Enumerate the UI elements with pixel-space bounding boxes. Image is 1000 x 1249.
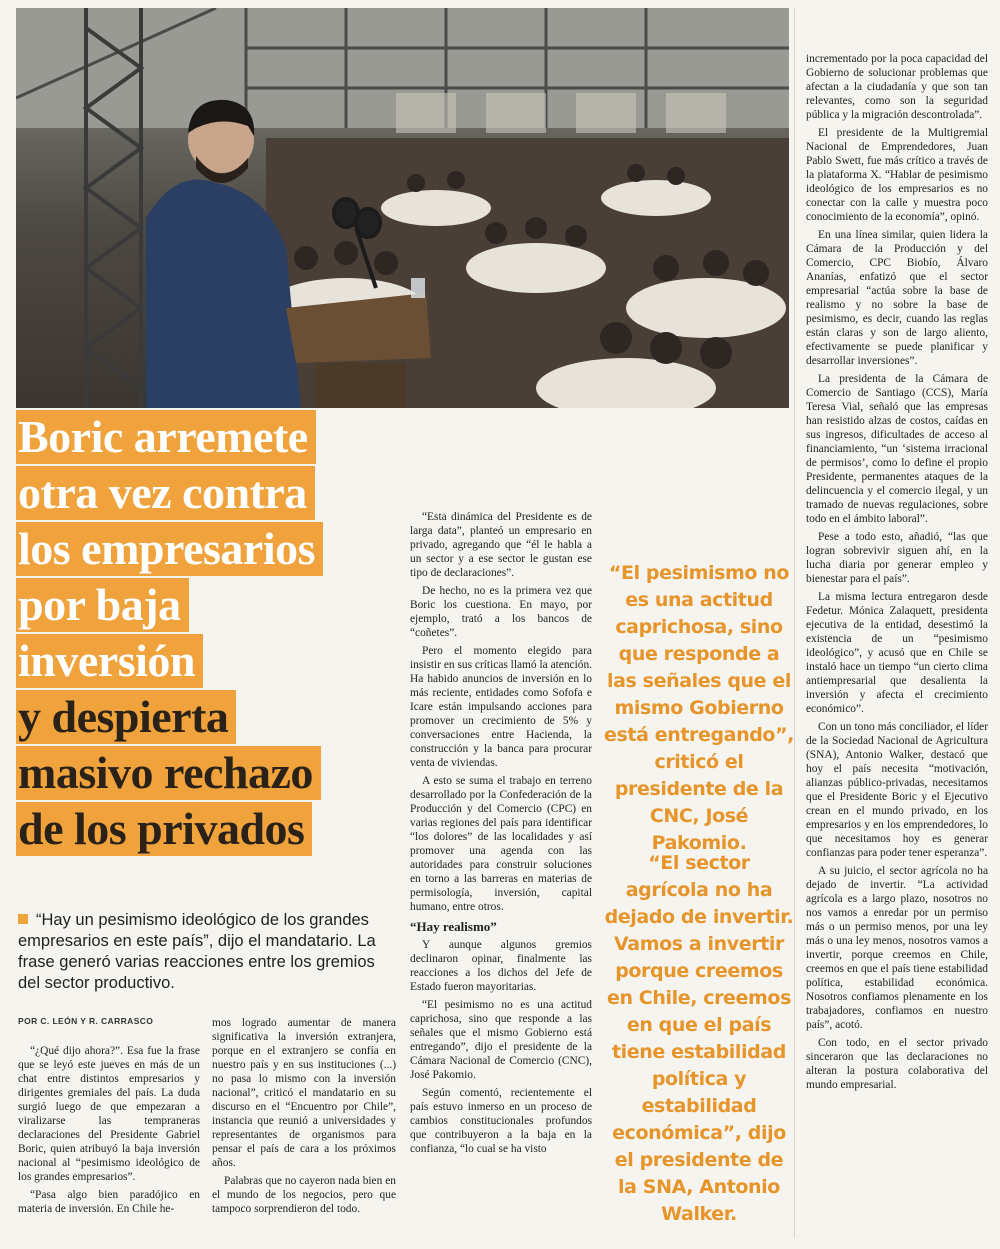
headline-line: inversión bbox=[16, 634, 203, 688]
paragraph: A esto se suma el trabajo en terreno desarrollado por la Confederación de la Producción y del Comercio (CPC) en varias regiones del país para identificar “los dolores” de las localidades y así promover una agenda con las autoridades para construir soluciones en torno a las barreras en materias de permisología, inversión, capital humano, entre otros. bbox=[410, 775, 592, 913]
paragraph: A su juicio, el sector agrícola no ha dejado de invertir. “La actividad agrícola es a largo plazo, nosotros no nos vamos a enredar por un permiso más o un permiso menos, por una ley más o una ley menos, nosotros vamos a invertir, porque creemos en Chile, creemos en que el país tiene estabilidad política, estabilidad económica. Nosotros confiamos plenamente en los trabajadores, confiamos en nuestro país”, acotó. bbox=[806, 865, 988, 1031]
headline-line: masivo rechazo bbox=[16, 746, 321, 800]
headline-line: de los privados bbox=[16, 802, 312, 856]
section-subhead: “Hay realismo” bbox=[410, 919, 497, 934]
headline-line: otra vez contra bbox=[16, 466, 315, 520]
article-column-1 bbox=[18, 1044, 200, 1220]
article-column-2 bbox=[212, 1016, 396, 1220]
pull-quote: “El sector agrícola no ha dejado de invertir. Vamos a invertir porque creemos en Chile, creemos en que el país tiene estabilidad política y estabilidad económica”, dijo el presidente de la SNA, Antonio Walker. bbox=[604, 852, 794, 1225]
headline bbox=[16, 410, 396, 858]
paragraph: De hecho, no es la primera vez que Boric los cuestiona. En mayo, por ejemplo, trató a los bancos de “coñetes”. bbox=[410, 585, 592, 639]
paragraph: El presidente de la Multigremial Nacional de Emprendedores, Juan Pablo Swett, fue más crítico a través de la plataforma X. “Hablar de pesimismo ideológico de los empresarios es no conectar con la calle y muestra poco conocimiento de la economía”, opinó. bbox=[806, 127, 988, 223]
byline: POR C. LEÓN Y R. CARRASCO bbox=[18, 1016, 154, 1026]
paragraph: Según comentó, recientemente el país estuvo inmerso en un proceso de cambios constitucionales profundos que contribuyeron a la baja en la confianza, “lo cual se ha visto bbox=[410, 1087, 592, 1155]
paragraph: Con un tono más conciliador, el líder de la Sociedad Nacional de Agricultura (SNA), Antonio Walker, destacó que hoy el país necesita “motivación, alianzas público-privadas, necesitamos que el Presidente Boric y el Ejecutivo crean en el mundo privado, en los empresarios y en los emprendedores, lo que necesitamos hoy es generar confianzas para poder tener esperanza”. bbox=[806, 721, 988, 859]
headline-line: por baja bbox=[16, 578, 189, 632]
paragraph: “El pesimismo no es una actitud caprichosa, sino que responde a las señales que el mismo Gobierno está entregando”, dijo el presidente de la Cámara Nacional de Comercio (CNC), José Pakomio. bbox=[410, 999, 592, 1081]
headline-line: los empresarios bbox=[16, 522, 323, 576]
pull-quote: “El pesimismo no es una actitud caprichosa, sino que responde a las señales que el mismo Gobierno está entregando”, criticó el presidente de la CNC, José Pakomio. bbox=[604, 562, 794, 854]
paragraph: Palabras que no cayeron nada bien en el mundo de los negocios, pero que tampoco sorprendieron del todo. bbox=[212, 1175, 396, 1215]
paragraph: La presidenta de la Cámara de Comercio de Santiago (CCS), María Teresa Vial, señaló que las empresas han resistido alzas de costos, caídas en sus ingresos, dificultades de acceso al financiamiento, “un ‘sistema irracional de permisos’, como lo define el propio Presidente, permanentes ataques de la delincuencia y el comercio ilegal, y un tramado de nuevas regulaciones, sobre todo en el ámbito laboral”. bbox=[806, 373, 988, 525]
paragraph: En una línea similar, quien lidera la Cámara de la Producción y del Comercio, CPC Biobío, Álvaro Ananías, enfatizó que el sector empresarial “actúa sobre la base de realismo y no sobre la base de pesimismo, es decir, cuando las reglas están claras y son de largo aliento, efectivamente se puede planificar y desarrollar inversiones”. bbox=[806, 229, 988, 367]
article-column-4 bbox=[806, 52, 988, 1096]
paragraph: Y aunque algunos gremios declinaron opinar, finalmente las reacciones a los dichos del Jefe de Estado fueron mayoritarias. bbox=[410, 939, 592, 993]
headline-line: y despierta bbox=[16, 690, 236, 744]
lead-summary bbox=[18, 910, 390, 994]
paragraph: mos logrado aumentar de manera significativa la inversión extranjera, porque en el extranjero se confía en nuestro país y en sus instituciones (...) no pasa lo mismo con la inversión nacional”, criticó el mandatario en su discurso en el “Encuentro por Chile”, instancia que reunió a universidades y representantes de organismos para pensar el país de cara a los próximos años. bbox=[212, 1017, 396, 1169]
bullet-square-icon bbox=[18, 914, 28, 924]
paragraph: Pero el momento elegido para insistir en sus críticas llamó la atención. Ha habido anuncios de inversión en lo más reciente, entidades como Sofofa e Icare están impulsando acciones para promover un crecimiento de 5% y conversaciones entre Hacienda, la construcción y la banca para procurar venta de viviendas. bbox=[410, 645, 592, 769]
column-divider bbox=[794, 8, 795, 1238]
paragraph: Con todo, en el sector privado sinceraron que las declaraciones no alteran la postura colaborativa del mundo empresarial. bbox=[806, 1037, 988, 1091]
paragraph: Pese a todo esto, añadió, “las que logran sobrevivir siguen ahí, en la lucha diaria por generar empleo y bienestar para el país”. bbox=[806, 531, 988, 585]
article-column-3 bbox=[410, 510, 592, 1160]
paragraph: “Pasa algo bien paradójico en materia de inversión. En Chile he- bbox=[18, 1189, 200, 1215]
lead-photo bbox=[16, 8, 789, 408]
paragraph: “Esta dinámica del Presidente es de larga data”, planteó un empresario en privado, agregando que “él le habla a un sector y a ese sector le gustan ese tipo de declaraciones”. bbox=[410, 511, 592, 579]
paragraph: “¿Qué dijo ahora?”. Esa fue la frase que se leyó este jueves en más de un chat entre distintos empresarios y dirigentes gremiales del país. La duda surgió luego de que empezaran a viralizarse las tempraneras declaraciones del Presidente Gabriel Boric, quien atribuyó la baja inversión nacional al “pesimismo ideológico de los grandes empresarios”. bbox=[18, 1045, 200, 1183]
paragraph: La misma lectura entregaron desde Fedetur. Mónica Zalaquett, presidenta ejecutiva de la entidad, desestimó la existencia de un “pesimismo ideológico”, y acusó que en Chile se instaló hace un tiempo “un cierto clima antiempresarial que desalienta la inversión y afecta el crecimiento económico”. bbox=[806, 591, 988, 715]
headline-line: Boric arremete bbox=[16, 410, 316, 464]
lead-text: “Hay un pesimismo ideológico de los grandes empresarios en este país”, dijo el mandatario. La frase generó varias reacciones entre los gremios del sector productivo. bbox=[18, 911, 376, 992]
paragraph: incrementado por la poca capacidad del Gobierno de solucionar problemas que afectan a la ciudadanía y que son tan relevantes, como son la seguridad pública y la migración descontrolada”. bbox=[806, 53, 988, 121]
